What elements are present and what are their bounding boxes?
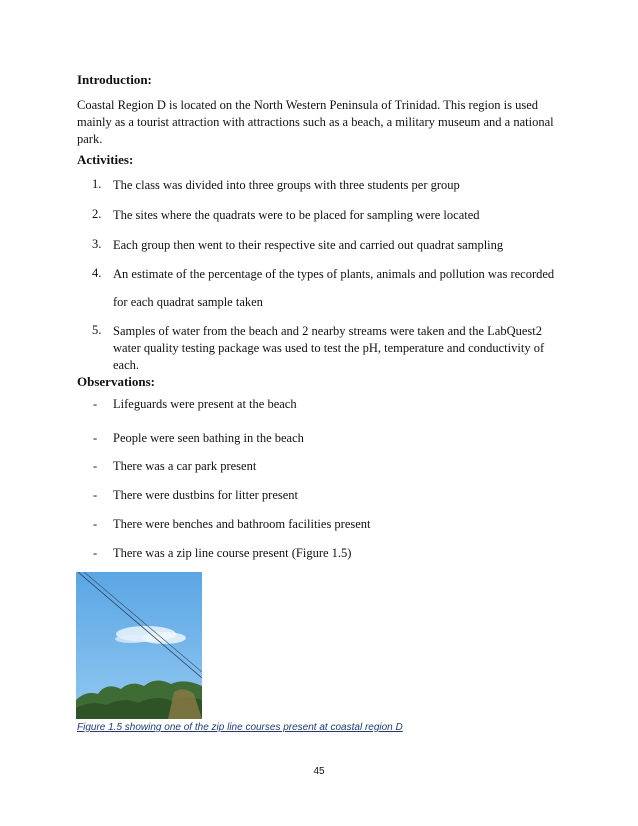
introduction-heading: Introduction: xyxy=(77,72,152,87)
bullet-dash: - xyxy=(93,431,98,445)
bullet-dash: - xyxy=(93,459,98,473)
list-item: There was a zip line course present (Figure 1.5) xyxy=(113,546,352,560)
zip-line-photo xyxy=(76,572,202,719)
page-number: 45 xyxy=(313,766,325,777)
list-item: Each group then went to their respective site and carried out quadrat sampling xyxy=(113,238,504,252)
zip-line-photo-illustration xyxy=(76,572,202,719)
bullet-dash: - xyxy=(93,488,98,502)
activities-heading: Activities: xyxy=(77,152,134,167)
bullet-dash: - xyxy=(93,546,98,560)
list-item-number: 1. xyxy=(92,177,102,191)
list-item: Lifeguards were present at the beach xyxy=(113,397,297,411)
list-item: An estimate of the percentage of the types of plants, animals and pollution was recorded xyxy=(113,267,555,281)
list-item: The sites where the quadrats were to be placed for sampling were located xyxy=(113,208,480,222)
list-item-number: 4. xyxy=(92,266,102,280)
list-item: The class was divided into three groups with three students per group xyxy=(113,178,460,192)
bullet-dash: - xyxy=(93,517,98,531)
list-item-number: 3. xyxy=(92,237,102,251)
list-item: Samples of water from the beach and 2 nearby streams were taken and the LabQuest2 water quality testing package was used to test the pH, temperature and conductivity of each. xyxy=(113,324,545,372)
introduction-paragraph: Coastal Region D is located on the North Western Peninsula of Trinidad. This region is used mainly as a tourist attraction with attractions such as a beach, a military museum and a national park. xyxy=(77,98,554,146)
bullet-dash: - xyxy=(93,397,98,411)
list-item-continuation: for each quadrat sample taken xyxy=(113,295,263,309)
figure-caption: Figure 1.5 showing one of the zip line courses present at coastal region D xyxy=(77,722,403,733)
list-item: People were seen bathing in the beach xyxy=(113,431,304,445)
list-item-number: 2. xyxy=(92,207,102,221)
list-item: There were dustbins for litter present xyxy=(113,488,299,502)
list-item: There were benches and bathroom facilities present xyxy=(113,517,371,531)
list-item-number: 5. xyxy=(92,323,102,337)
list-item: There was a car park present xyxy=(113,459,257,473)
observations-heading: Observations: xyxy=(77,374,155,389)
